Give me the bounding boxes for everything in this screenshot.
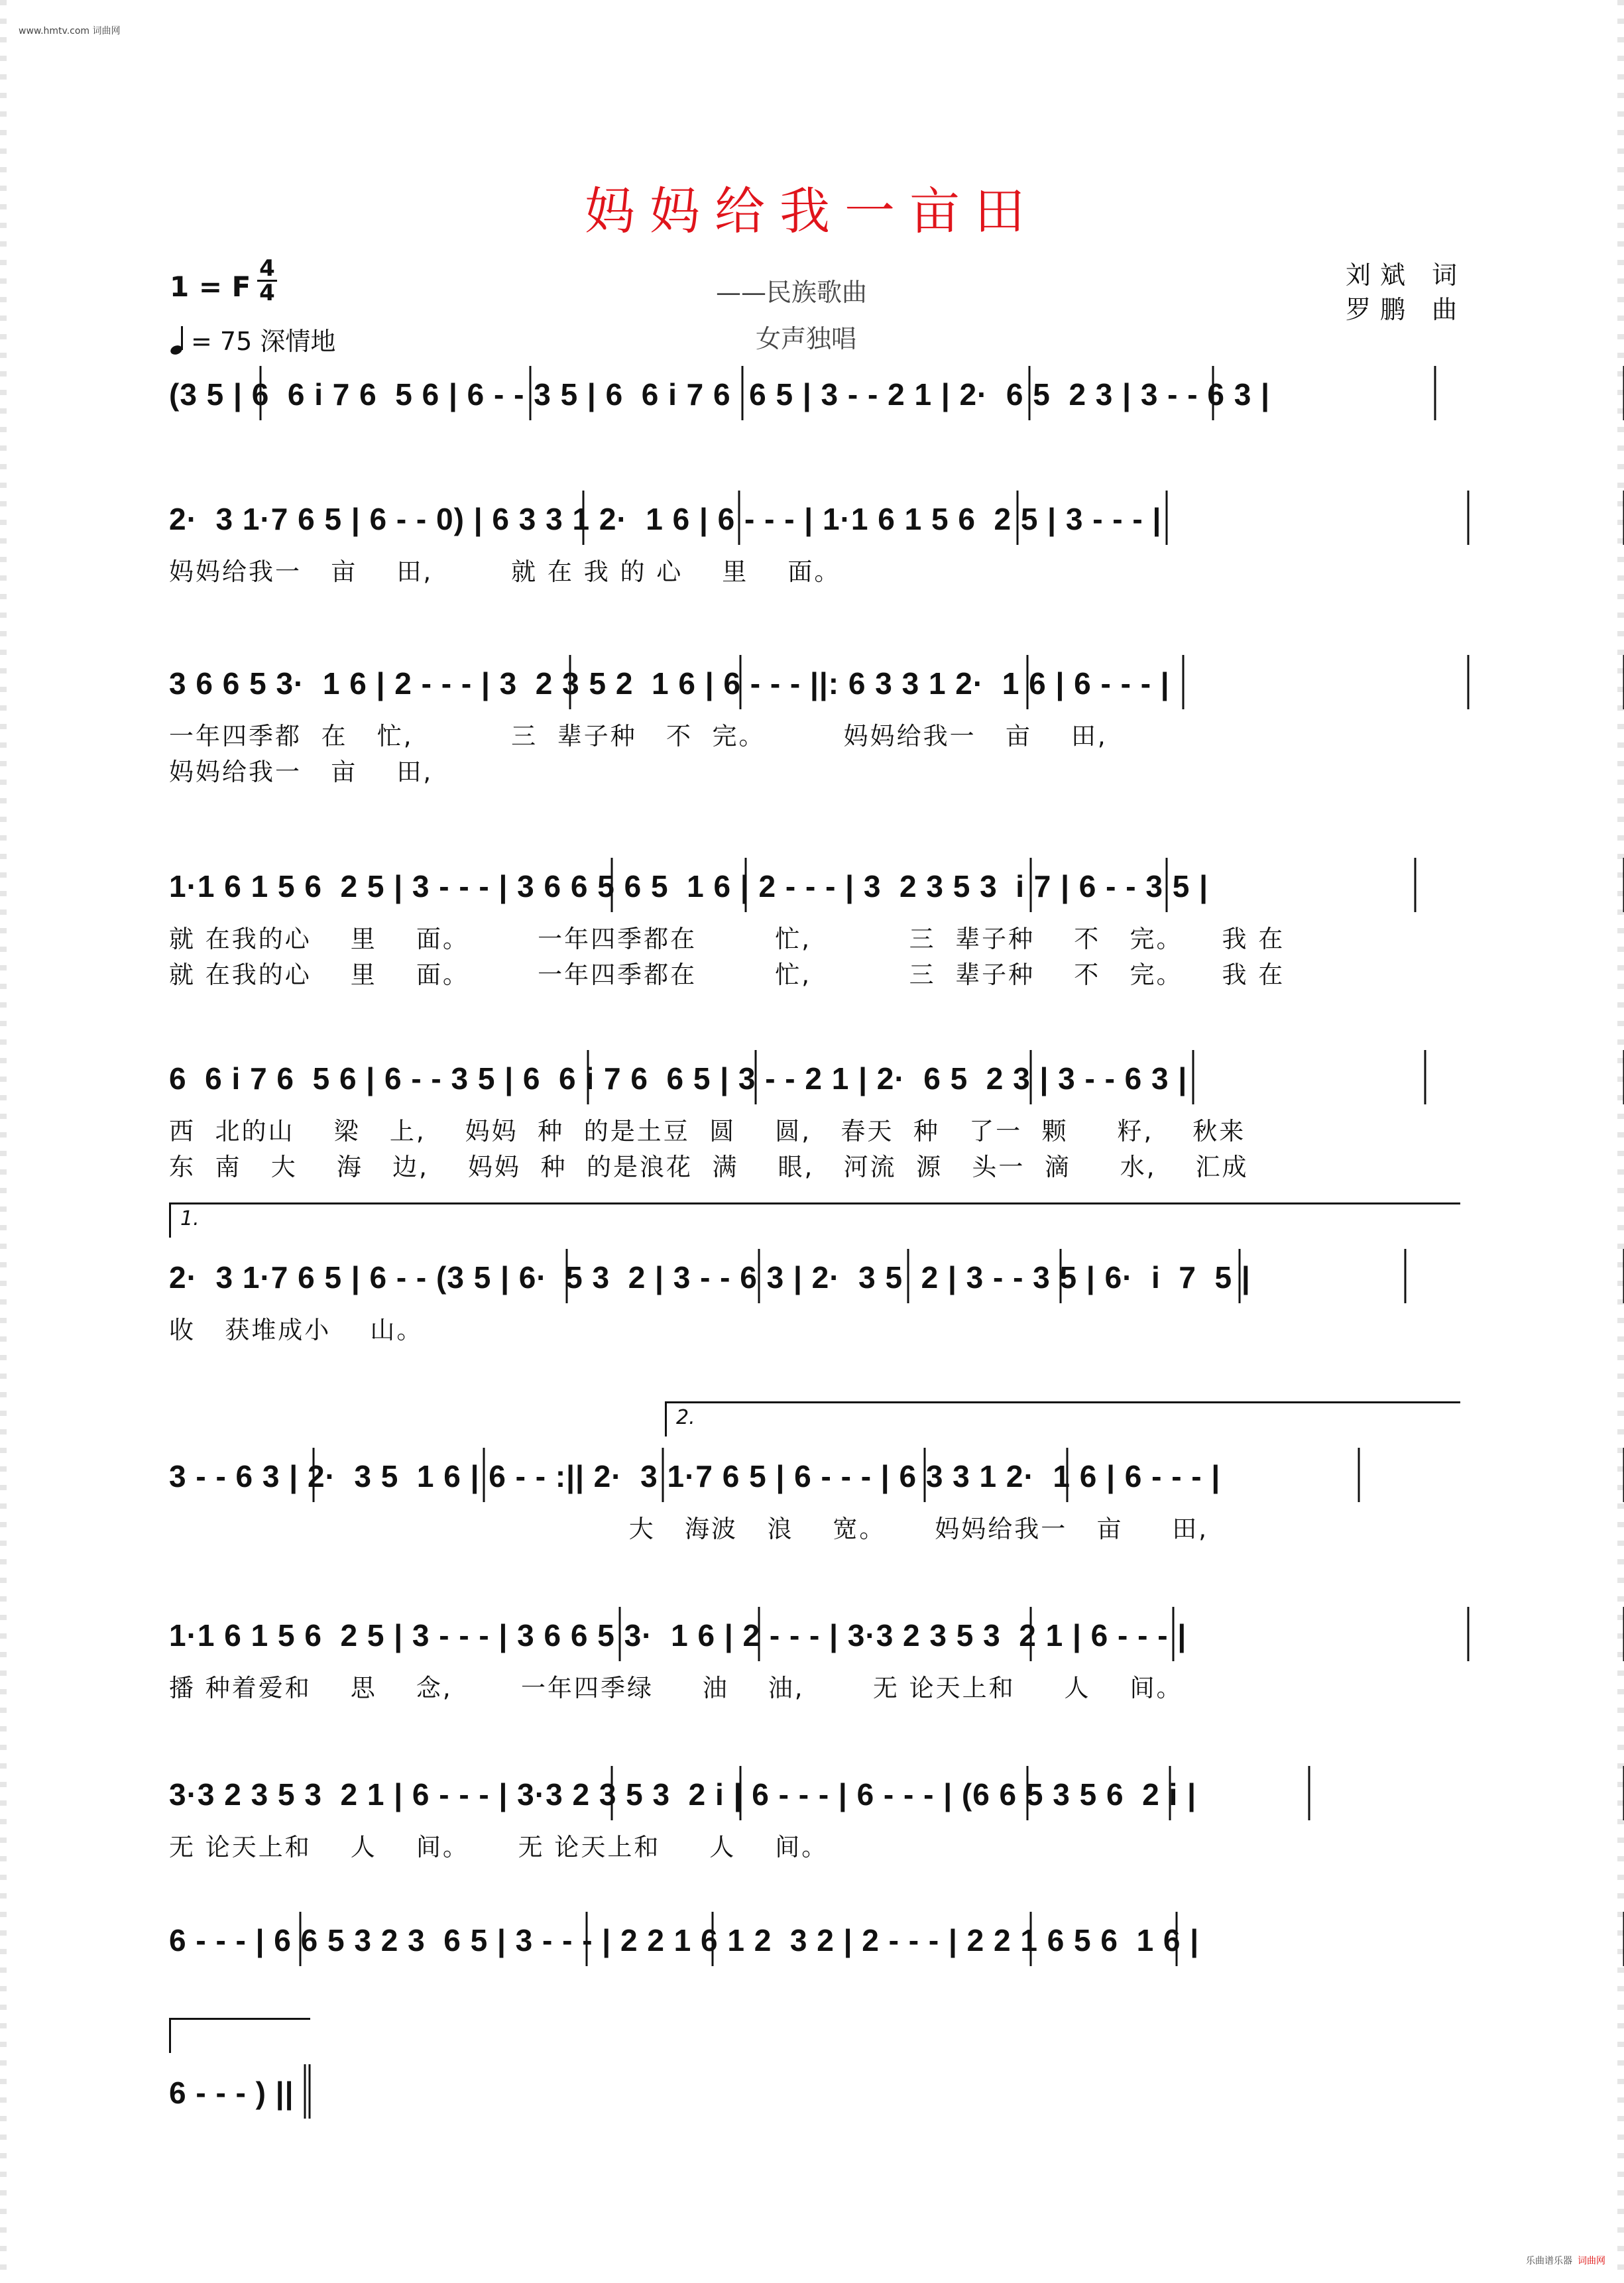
notation-line: 6 6 i 7 6 5 6 | 6 - - 3 5 | 6 6 i 7 6 6 5 | 3 - - 2 1 | 2· 6 5 2 3 | 3 - - 6 3 | [169, 1061, 1188, 1096]
notation-line: 2· 3 1·7 6 5 | 6 - - (3 5 | 6· 5 3 2 | 3 - - 6 3 | 2· 3 5 2 | 3 - - 3 5 | 6· i 7 5 | [169, 1260, 1251, 1295]
volta-bracket [169, 1202, 1460, 1238]
tempo-marking: = 75 深情地 [191, 327, 336, 356]
time-signature [257, 257, 277, 304]
song-title: 妈妈给我一亩田 [585, 182, 1039, 241]
notation-line: 6 - - - | 6 6 5 3 2 3 6 5 | 3 - - - | 2 2 1 6 1 2 3 2 | 2 - - - | 2 2 1 6 5 6 1 6 | [169, 1923, 1200, 1958]
time-sig-top: 4 [257, 257, 277, 282]
notation-line: 1·1 6 1 5 6 2 5 | 3 - - - | 3 6 6 5 3· 1 6 | 2 - - - | 3·3 2 3 5 3 2 1 | 6 - - - | [169, 1618, 1187, 1653]
volta-label: 2. [676, 1406, 695, 1429]
notation-line: 3·3 2 3 5 3 2 1 | 6 - - - | 3·3 2 3 5 3 2 i | 6 - - - | 6 - - - | (6 6 5 3 5 6 2 i | [169, 1777, 1196, 1812]
lyricist-credit: 刘斌 词 [1346, 261, 1467, 290]
lyric-line: 东 南 大 海 边, 妈妈 种 的是浪花 满 眼, 河流 源 头一 滴 水, 汇成 [169, 1153, 1249, 1181]
time-sig-bottom: 4 [259, 280, 275, 306]
footer-right-mark[interactable]: 词曲网 [1578, 2256, 1605, 2266]
lyric-line: 妈妈给我一 亩 田, 就 在 我 的 心 里 面。 [169, 557, 841, 586]
bar-lines [169, 2062, 1462, 2121]
lyric-line: 就 在我的心 里 面。 一年四季都在 忙, 三 辈子种 不 完。 我 在 [169, 925, 1285, 953]
lyric-line: 一年四季都 在 忙, 三 辈子种 不 完。 妈妈给我一 亩 田, [169, 722, 1108, 750]
left-edge-border [0, 0, 7, 2283]
corner-url[interactable]: www.hmtv.com 词曲网 [19, 26, 121, 36]
notation-line: 3 6 6 5 3· 1 6 | 2 - - - | 3 2 3 5 2 1 6 | 6 - - - ||: 6 3 3 1 2· 1 6 | 6 - - - | [169, 666, 1170, 701]
composer-credit: 罗鹏 曲 [1346, 295, 1467, 324]
lyric-line: 就 在我的心 里 面。 一年四季都在 忙, 三 辈子种 不 完。 我 在 [169, 961, 1285, 989]
lyric-line: 大 海波 浪 宽。 妈妈给我一 亩 田, [169, 1515, 1209, 1543]
lyric-line: 妈妈给我一 亩 田, [169, 758, 434, 786]
notation-line: 2· 3 1·7 6 5 | 6 - - 0) | 6 3 3 1 2· 1 6 | 6 - - - | 1·1 6 1 5 6 2 5 | 3 - - - | [169, 502, 1162, 536]
quarter-note-icon [170, 325, 187, 355]
key-signature: 1 = F [170, 270, 251, 303]
notation-line: (3 5 | 6 6 i 7 6 5 6 | 6 - - 3 5 | 6 6 i 7 6 6 5 | 3 - - 2 1 | 2· 6 5 2 3 | 3 - - 6 3 | [169, 377, 1270, 412]
lyric-line: 西 北的山 梁 上, 妈妈 种 的是土豆 圆 圆, 春天 种 了一 颗 籽, 秋来 [169, 1117, 1246, 1145]
volta-label: 1. [180, 1207, 200, 1230]
volta-bracket [169, 2018, 310, 2053]
volta-bracket [665, 1401, 1460, 1436]
notation-line: 3 - - 6 3 | 2· 3 5 1 6 | 6 - - :|| 2· 3 1·7 6 5 | 6 - - - | 6 3 3 1 2· 1 6 | 6 - - - | [169, 1459, 1221, 1493]
lyric-line: 无 论天上和 人 间。 无 论天上和 人 间。 [169, 1833, 829, 1861]
footer-left-mark[interactable]: 乐曲谱乐器 [1526, 2256, 1572, 2266]
lyric-line: 播 种着爱和 思 念, 一年四季绿 油 油, 无 论天上和 人 间。 [169, 1674, 1183, 1702]
notation-line: 6 - - - ) || [169, 2076, 294, 2110]
notation-line: 1·1 6 1 5 6 2 5 | 3 - - - | 3 6 6 5 6 5 1 6 | 2 - - - | 3 2 3 5 3 i 7 | 6 - - 3 5 | [169, 869, 1208, 904]
subtitle: ——民族歌曲 [716, 278, 868, 307]
lyric-line: 收 获堆成小 山。 [169, 1316, 424, 1344]
performer: 女声独唱 [756, 324, 857, 353]
